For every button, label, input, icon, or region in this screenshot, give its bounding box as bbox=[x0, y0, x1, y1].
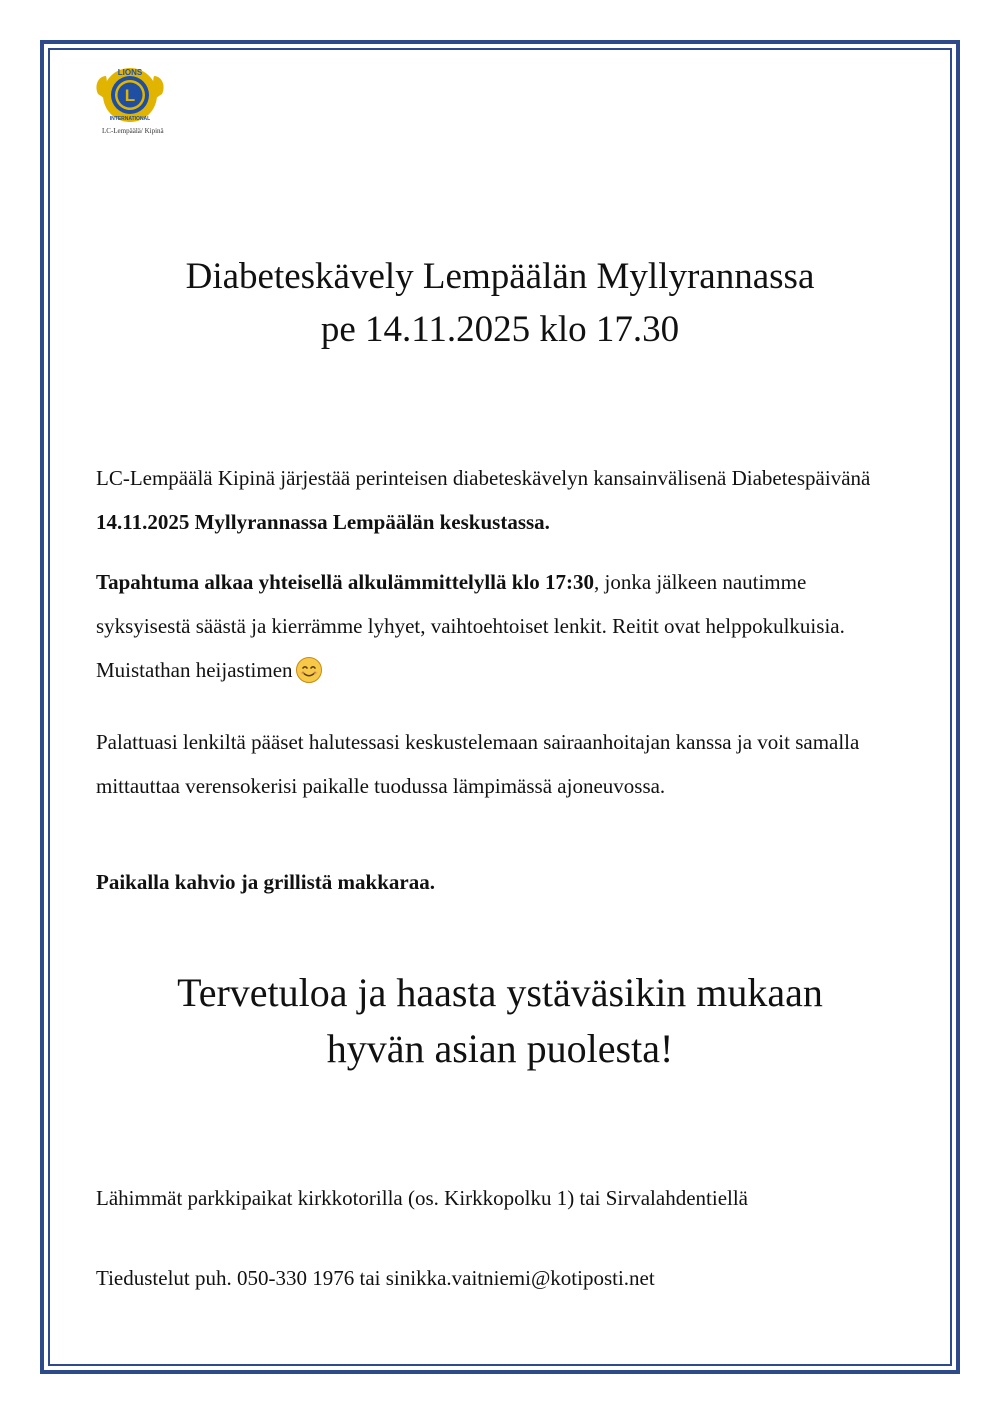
smiling-face-icon bbox=[295, 655, 323, 683]
closing-line-2: hyvän asian puolesta! bbox=[326, 1026, 674, 1071]
schedule-start: Tapahtuma alkaa yhteisellä alkulämmittelyllä klo 17:30 bbox=[96, 570, 595, 594]
closing-invitation bbox=[60, 965, 940, 1077]
nurse-paragraph: Palattuasi lenkiltä pääset halutessasi keskustelemaan sairaanhoitajan kanssa ja voit samalla mittauttaa verensokerisi paikalle tuodussa lämpimässä ajoneuvossa. bbox=[96, 730, 860, 798]
schedule-text: , jonka jälkeen nautimme syksyisestä säästä ja kierrämme lyhyet, vaihtoehtoiset lenkit. Reitit ovat helppokulkuisia. Muistathan heijastimen bbox=[96, 570, 845, 682]
intro-date-location: 14.11.2025 Myllyrannassa Lempäälän keskustassa. bbox=[96, 510, 550, 534]
lions-logo bbox=[92, 64, 172, 135]
cafe-paragraph: Paikalla kahvio ja grillistä makkaraa. bbox=[96, 870, 435, 894]
logo-ring-bottom: INTERNATIONAL bbox=[109, 116, 151, 122]
contact-info: Tiedustelut puh. 050-330 1976 tai sinikka.vaitniemi@kotiposti.net bbox=[96, 1266, 655, 1290]
parking-info: Lähimmät parkkipaikat kirkkotorilla (os. Kirkkopolku 1) tai Sirvalahdentiellä bbox=[96, 1186, 749, 1210]
title-line-1: Diabeteskävely Lempäälän Myllyrannassa bbox=[185, 256, 815, 297]
intro-text: LC-Lempäälä Kipinä järjestää perinteisen diabeteskävelyn kansainvälisenä Diabetespäivänä bbox=[96, 466, 871, 490]
logo-ring-top: LIONS bbox=[117, 68, 143, 77]
closing-line-1: Tervetuloa ja haasta ystäväsikin mukaan bbox=[177, 970, 823, 1015]
logo-letter: L bbox=[124, 86, 136, 105]
title-line-2: pe 14.11.2025 klo 17.30 bbox=[320, 309, 680, 350]
lions-emblem-icon bbox=[92, 64, 168, 126]
page-border-inner bbox=[48, 48, 952, 1366]
event-title bbox=[60, 250, 940, 356]
logo-caption: LC-Lempäälä/ Kipinä bbox=[102, 127, 164, 135]
intro-paragraph bbox=[96, 456, 906, 544]
schedule-paragraph bbox=[96, 560, 906, 692]
